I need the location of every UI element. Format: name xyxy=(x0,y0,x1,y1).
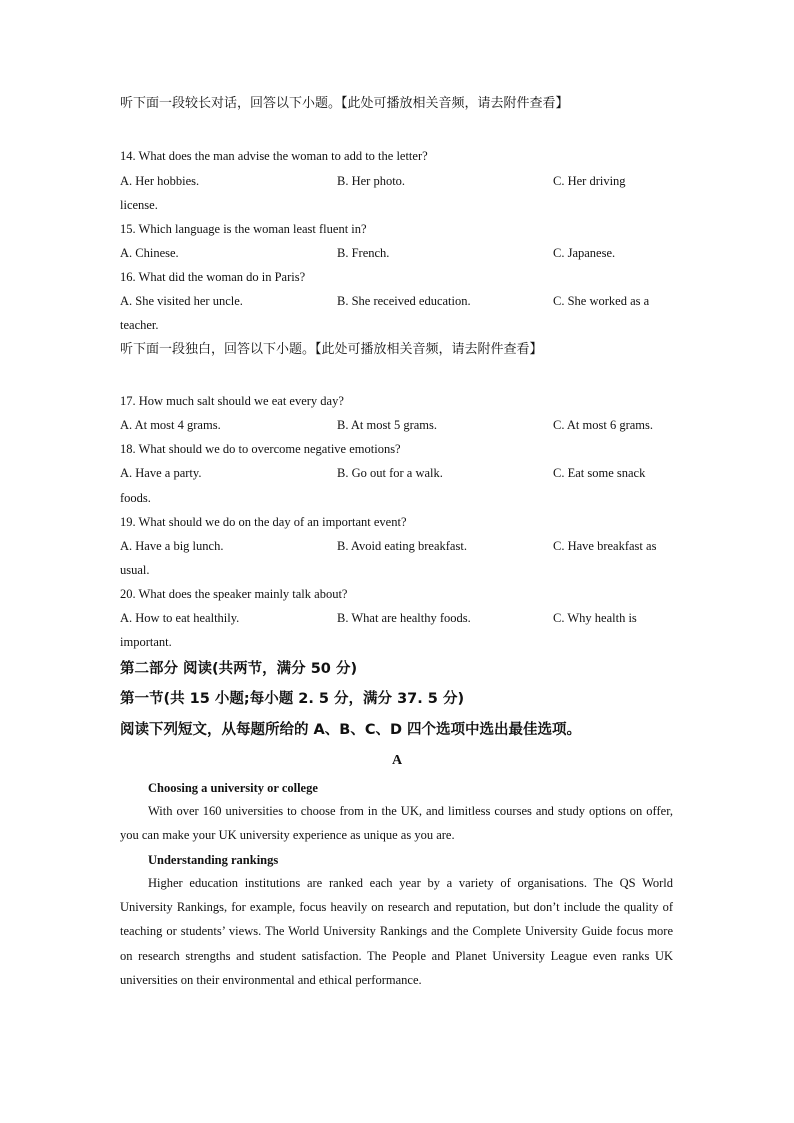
passage-label: A xyxy=(391,753,403,768)
q17-option-a: A. At most 4 grams. xyxy=(120,418,221,432)
q16-option-a: A. She visited her uncle. xyxy=(120,294,243,308)
question-18: 18. What should we do to overcome negative emotions? xyxy=(120,442,401,456)
passage-paragraph-2: Higher education institutions are ranked each year by a variety of organisations. The QS World University Rankings, for example, focus heavily on research and reputation, but don’t include the quality of teaching or students’ views. The World University Rankings and the Complete University Guide focus more on research strengths and student satisfaction. The People and Planet University League even ranks UK universities on their environmental and ethical performance. xyxy=(120,876,673,987)
q17-option-b: B. At most 5 grams. xyxy=(337,418,438,432)
q20-option-a: A. How to eat healthily. xyxy=(120,611,240,625)
q18-option-a: A. Have a party. xyxy=(120,466,202,480)
passage-heading-choosing: Choosing a university or college xyxy=(148,781,318,795)
q19-option-c-continuation: usual. xyxy=(120,563,150,577)
q16-option-c-continuation: teacher. xyxy=(120,318,159,332)
question-15: 15. Which language is the woman least fluent in? xyxy=(120,222,367,236)
question-16: 16. What did the woman do in Paris? xyxy=(120,270,306,284)
q14-option-a: A. Her hobbies. xyxy=(120,174,200,188)
q15-option-c: C. Japanese. xyxy=(553,246,616,260)
q18-option-c-continuation: foods. xyxy=(120,491,151,505)
question-19: 19. What should we do on the day of an important event? xyxy=(120,515,407,529)
q17-option-c: C. At most 6 grams. xyxy=(553,418,654,432)
q18-option-b: B. Go out for a walk. xyxy=(337,466,443,480)
q14-option-b: B. Her photo. xyxy=(337,174,406,188)
q20-option-c-continuation: important. xyxy=(120,635,172,649)
passage-heading-rankings: Understanding rankings xyxy=(148,853,279,867)
question-20: 20. What does the speaker mainly talk about? xyxy=(120,587,348,601)
reading-instructions: 阅读下列短文，从每题所给的 A、B、C、D 四个选项中选出最佳选项。 xyxy=(120,722,582,738)
listening-instruction-2: 听下面一段独白，回答以下小题。【此处可播放相关音频，请去附件查看】 xyxy=(120,342,543,357)
q14-option-c-continuation: license. xyxy=(120,198,158,212)
q15-option-b: B. French. xyxy=(337,246,390,260)
q19-option-c: C. Have breakfast as xyxy=(553,539,657,553)
q20-option-c: C. Why health is xyxy=(553,611,637,625)
question-17: 17. How much salt should we eat every day? xyxy=(120,394,344,408)
q18-option-c: C. Eat some snack xyxy=(553,466,646,480)
passage-paragraph-1: With over 160 universities to choose from in the UK, and limitless courses and study options on offer, you can make your UK university experience as unique as you are. xyxy=(120,804,673,843)
listening-instruction-1: 听下面一段较长对话，回答以下小题。【此处可播放相关音频，请去附件查看】 xyxy=(120,96,569,111)
q19-option-b: B. Avoid eating breakfast. xyxy=(337,539,467,553)
q19-option-a: A. Have a big lunch. xyxy=(120,539,224,553)
q16-option-b: B. She received education. xyxy=(337,294,471,308)
part-two-title: 第二部分 阅读(共两节，满分 50 分) xyxy=(120,661,358,677)
q15-option-a: A. Chinese. xyxy=(120,246,179,260)
q16-option-c: C. She worked as a xyxy=(553,294,650,308)
question-14: 14. What does the man advise the woman to add to the letter? xyxy=(120,149,428,163)
q20-option-b: B. What are healthy foods. xyxy=(337,611,471,625)
q14-option-c: C. Her driving xyxy=(553,174,626,188)
section-one-title: 第一节(共 15 小题;每小题 2. 5 分，满分 37. 5 分) xyxy=(120,691,465,707)
